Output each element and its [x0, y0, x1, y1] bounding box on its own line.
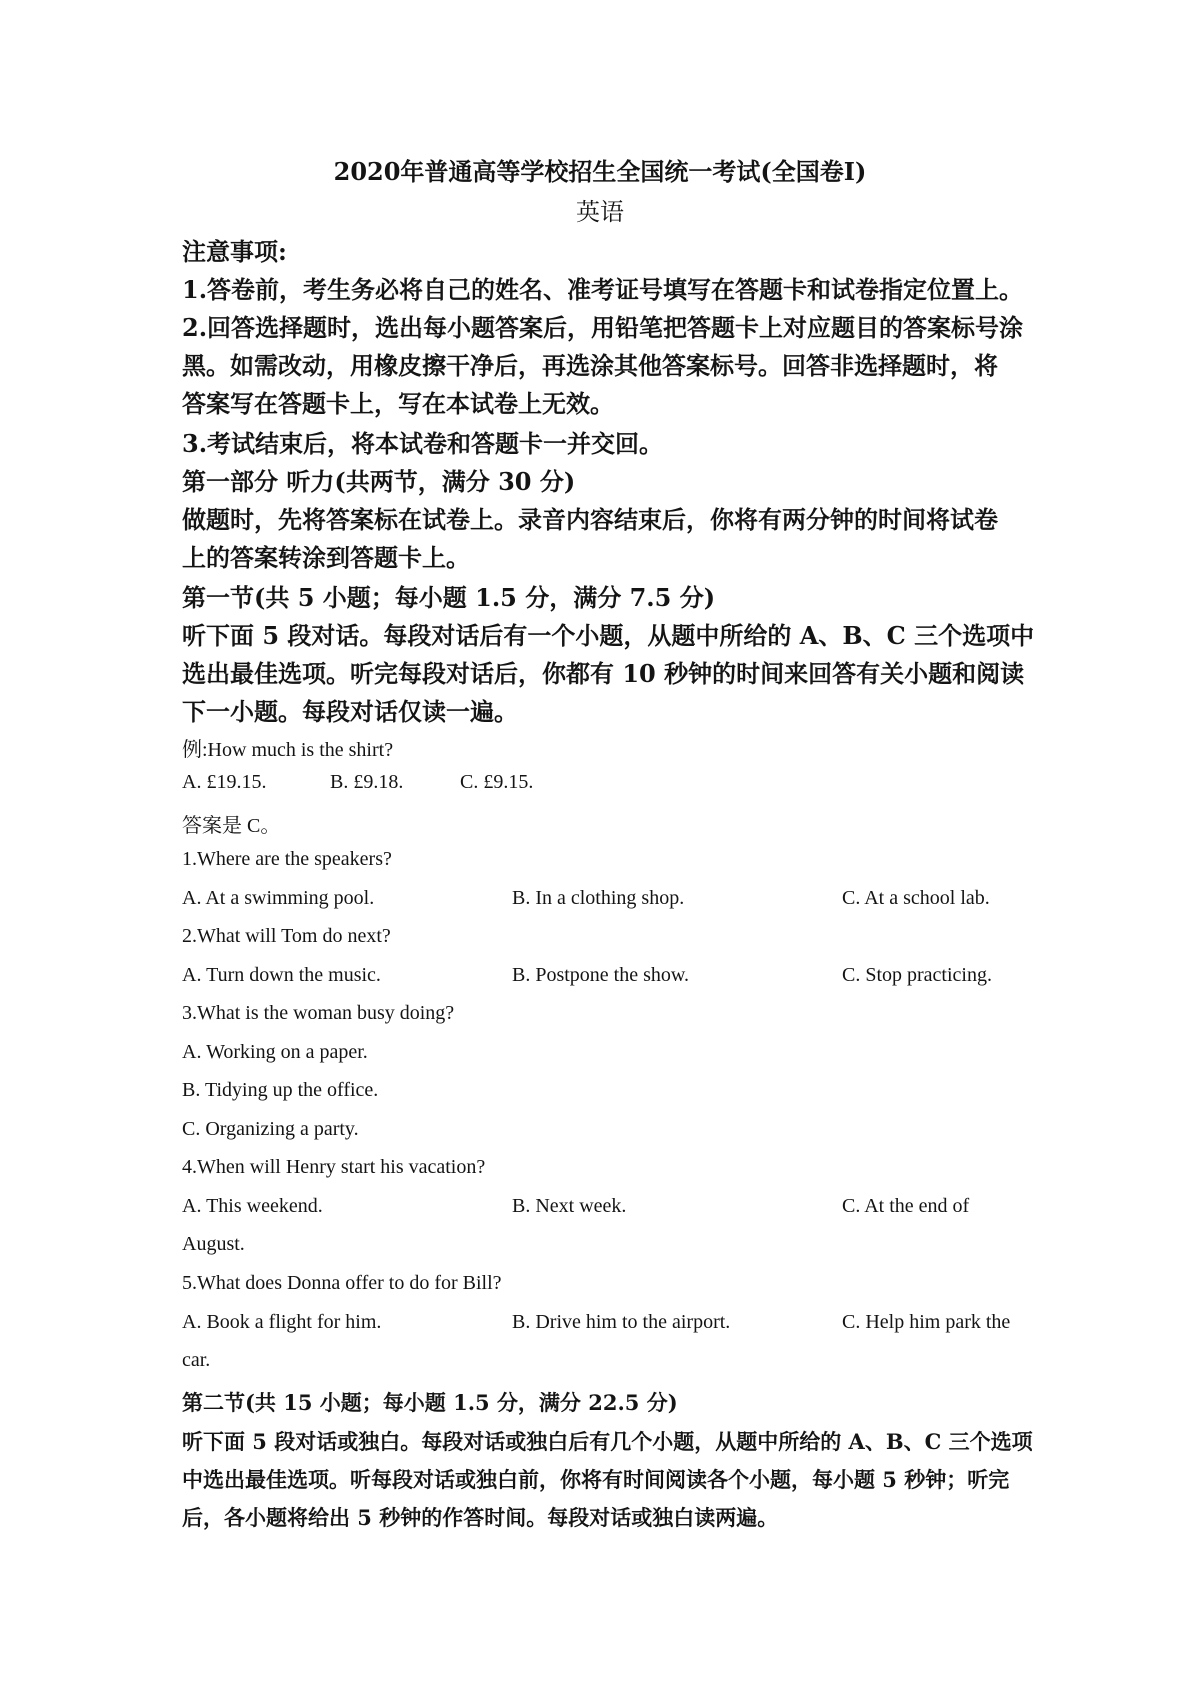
option-a: A. At a swimming pool. [182, 887, 375, 909]
part1-heading: 第一部分 听力(共两节，满分 30 分) [182, 467, 576, 496]
section2-intro-line: 中选出最佳选项。听每段对话或独白前，你将有时间阅读各个小题，每小题 5 秒钟；听完 [182, 1467, 1010, 1492]
option-c: C. At a school lab. [842, 887, 990, 909]
example-answer: 答案是 C。 [182, 815, 281, 837]
option-a: A. Turn down the music. [182, 964, 381, 986]
option-b: B. Drive him to the airport. [512, 1311, 731, 1333]
section1-intro-line: 选出最佳选项。听完每段对话后，你都有 10 秒钟的时间来回答有关小题和阅读 [182, 659, 1025, 688]
question: 3.What is the woman busy doing? [182, 1002, 455, 1024]
option-b: B. Tidying up the office. [182, 1079, 379, 1101]
notice-line: 3.考试结束后，将本试卷和答题卡一并交回。 [182, 429, 664, 458]
section1-intro-line: 下一小题。每段对话仅读一遍。 [182, 697, 518, 726]
notice-line: 2.回答选择题时，选出每小题答案后，用铅笔把答题卡上对应题目的答案标号涂 [182, 313, 1024, 342]
question: 5.What does Donna offer to do for Bill? [182, 1272, 502, 1294]
exam-subject: 英语 [576, 198, 624, 226]
option-a: A. This weekend. [182, 1195, 323, 1217]
notice-line: 1.答卷前，考生务必将自己的姓名、准考证号填写在答题卡和试卷指定位置上。 [182, 275, 1024, 304]
option-b: B. Next week. [512, 1195, 627, 1217]
question: 2.What will Tom do next? [182, 925, 391, 947]
example-option: B. £9.18. [330, 771, 404, 793]
option-c-wrap: August. [182, 1233, 245, 1255]
notice-line: 答案写在答题卡上，写在本试卷上无效。 [182, 389, 614, 418]
example-option: A. £19.15. [182, 771, 267, 793]
part1-intro-line: 上的答案转涂到答题卡上。 [182, 543, 470, 572]
option-c: C. At the end of [842, 1195, 970, 1217]
section1-heading: 第一节(共 5 小题；每小题 1.5 分，满分 7.5 分) [182, 583, 716, 612]
notice-line: 黑。如需改动，用橡皮擦干净后，再选涂其他答案标号。回答非选择题时，将 [182, 351, 998, 380]
option-a: A. Book a flight for him. [182, 1311, 382, 1333]
option-c-wrap: car. [182, 1349, 211, 1371]
section2-intro-line: 后，各小题将给出 5 秒钟的作答时间。每段对话或独白读两遍。 [182, 1505, 779, 1530]
example-question: 例:How much is the shirt? [182, 739, 394, 761]
notice-heading: 注意事项: [182, 237, 287, 266]
option-a: A. Working on a paper. [182, 1041, 368, 1063]
option-c: C. Organizing a party. [182, 1118, 359, 1140]
part1-intro-line: 做题时，先将答案标在试卷上。录音内容结束后，你将有两分钟的时间将试卷 [182, 505, 998, 534]
section2-heading: 第二节(共 15 小题；每小题 1.5 分，满分 22.5 分) [182, 1390, 678, 1415]
option-b: B. In a clothing shop. [512, 887, 685, 909]
option-b: B. Postpone the show. [512, 964, 690, 986]
question: 4.When will Henry start his vacation? [182, 1156, 486, 1178]
section2-intro-line: 听下面 5 段对话或独白。每段对话或独白后有几个小题，从题中所给的 A、B、C 三个选项 [182, 1429, 1033, 1454]
option-c: C. Help him park the [842, 1311, 1011, 1333]
section1-intro-line: 听下面 5 段对话。每段对话后有一个小题，从题中所给的 A、B、C 三个选项中 [182, 621, 1035, 650]
example-option: C. £9.15. [460, 771, 534, 793]
question: 1.Where are the speakers? [182, 848, 392, 870]
exam-title: 2020年普通高等学校招生全国统一考试(全国卷I) [333, 157, 867, 186]
option-c: C. Stop practicing. [842, 964, 992, 986]
